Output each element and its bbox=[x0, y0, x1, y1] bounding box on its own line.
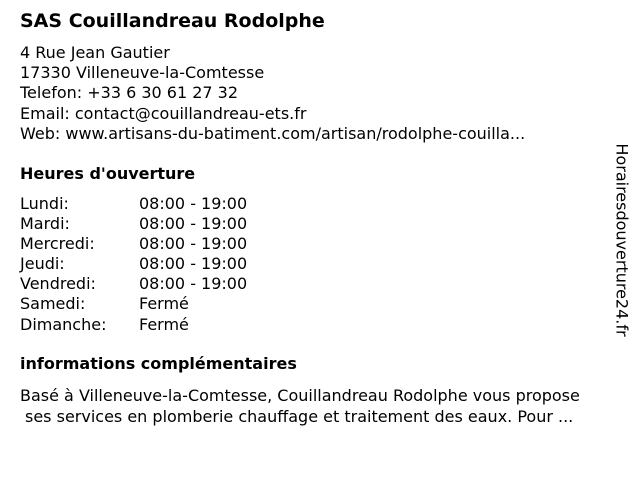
email-address[interactable]: Email: contact@couillandreau-ets.fr bbox=[20, 103, 307, 123]
opening-hours-table bbox=[20, 194, 248, 335]
time-value: Fermé bbox=[139, 294, 189, 314]
phone-number[interactable]: Telefon: +33 6 30 61 27 32 bbox=[20, 83, 239, 103]
watermark-text: Horairesdouverture24.fr bbox=[612, 143, 632, 337]
address-street: 4 Rue Jean Gautier bbox=[20, 43, 170, 62]
day-label: Jeudi: bbox=[20, 254, 65, 274]
time-value: 08:00 - 19:00 bbox=[139, 234, 248, 254]
hours-row bbox=[20, 314, 189, 335]
time-value: 08:00 - 19:00 bbox=[139, 274, 248, 294]
time-value: Fermé bbox=[139, 314, 189, 334]
day-label: Samedi: bbox=[20, 294, 86, 314]
time-value: 08:00 - 19:00 bbox=[139, 194, 248, 213]
day-label: Mercredi: bbox=[20, 234, 95, 254]
day-label: Lundi: bbox=[20, 194, 69, 213]
day-label: Vendredi: bbox=[20, 274, 96, 294]
additional-info-heading: informations complémentaires bbox=[20, 354, 297, 373]
business-name: SAS Couillandreau Rodolphe bbox=[20, 10, 325, 32]
day-label: Dimanche: bbox=[20, 314, 107, 334]
description-line: ses services en plomberie chauffage et traitement des eaux. Pour ... bbox=[25, 407, 574, 426]
hours-row bbox=[20, 254, 248, 274]
address-city: 17330 Villeneuve-la-Comtesse bbox=[20, 63, 265, 83]
website-link[interactable]: Web: www.artisans-du-batiment.com/artisan/rodolphe-couilla... bbox=[20, 123, 526, 143]
hours-row bbox=[20, 194, 248, 214]
hours-row bbox=[20, 274, 248, 294]
contact-info bbox=[20, 43, 525, 144]
description-line: Basé à Villeneuve-la-Comtesse, Couillandreau Rodolphe vous propose bbox=[20, 386, 580, 405]
hours-row bbox=[20, 214, 248, 234]
time-value: 08:00 - 19:00 bbox=[139, 254, 248, 274]
day-label: Mardi: bbox=[20, 214, 70, 234]
description-text bbox=[20, 385, 630, 427]
hours-heading: Heures d'ouverture bbox=[20, 164, 196, 183]
hours-row bbox=[20, 234, 248, 254]
hours-row bbox=[20, 294, 189, 314]
time-value: 08:00 - 19:00 bbox=[139, 214, 248, 234]
